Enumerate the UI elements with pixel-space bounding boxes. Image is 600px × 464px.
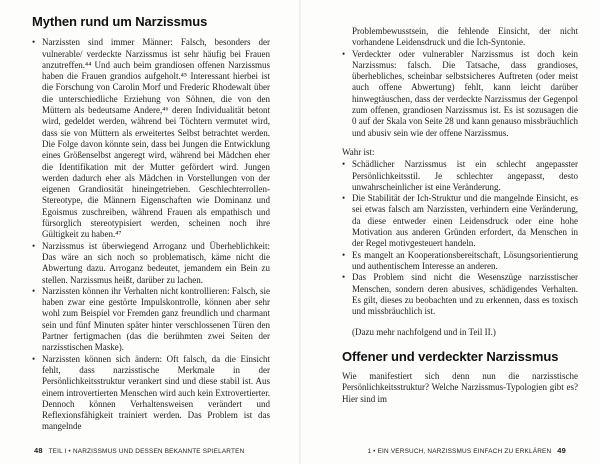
list-item-text: Narzissten können sich ändern: Oft falsch, da die Einsicht fehlt, dass narzisstische Merkmale in der Persönlichkeitsstruktur verankert sind und diese stabil ist. Aus einem introvertierten Menschen wird auch kein Extrovertierter. Dennoch können Verhaltensweisen verändert und Reflexionsfähigkeit trainiert werden. Das Problem ist das mangelnde bbox=[42, 353, 270, 432]
list-item bbox=[342, 159, 578, 193]
list-item bbox=[32, 241, 270, 286]
list-item bbox=[342, 272, 578, 317]
list-item-text: Narzissmus ist überwiegend Arroganz und Überheblichkeit: Das wäre an sich noch so problematisch, käme nicht die Abwertung dazu. Arroganz bedeutet, jemandem ein Bein zu stellen. Narzissmus heißt, darüber zu lachen. bbox=[42, 240, 270, 285]
true-facts-label: Wahr ist: bbox=[342, 146, 375, 157]
list-item-text: Schädlicher Narzissmus ist ein schlecht angepasster Persönlichkeitsstil. Je schlechter angepasst, desto unwahrscheinlicher ist eine Veränderung. bbox=[352, 159, 578, 192]
list-item-text: Narzissten sind immer Männer: Falsch, besonders der vulnerable/ verdeckte Narzissmus ist sehr häufig bei Frauen anzutreffen.⁴⁴ Und auch beim grandiosen offenen Narzissmus haben die Frauen grandios aufgeholt.⁴⁵ Interessant hierbei ist die Forschung von Carolin Morf und Frederic Rhodewalt über die unterschiedliche Erziehung von Söhnen, die von den Müttern als bedeutsame Andere,⁴⁶ deren Individualität betont wird, gedeldet werden, während bei Töchtern vermutet wird, dass sie von Müttern als erweitertes Selbst betrachtet werden. Die Folge davon könnte sein, dass bei Jungen die Entwicklung eines Größenselbst angeregt wird, während bei Mädchen eher die Identifikation mit der Mutter gefördert wird. Jungen werden dadurch eher als Mädchen in Vorstellungen von der eigenen Grandiosität hineingetrieben. Geschlechterrollen-Stereotype, die Männern Eigenschaften wie Dominanz und Egoismus zuschreiben, während Frauen als empathisch und fürsorglich stereotypisiert werden, scheinen noch ihre Gültigkeit zu haben.⁴⁷ bbox=[42, 37, 270, 240]
page-number: 49 bbox=[557, 446, 566, 455]
true-facts-list bbox=[342, 159, 578, 317]
bullet-icon: • bbox=[32, 37, 36, 48]
list-item-text: Verdeckter oder vulnerabler Narzissmus ist doch kein Narzissmus: falsch. Die Tatsache, dass grandioses, überhebliches, scheinbar selbstsicheres Auftreten (oder meist auch offene Abwertung) fehlt, kann leicht darüber hinwegtäuschen, dass der verdeckte Narzissmus der Gegenpol zum offenen, grandiosen Narzissmus ist. Es ist sozusagen die 0 auf der Skala von Seite 28 und kann genauso missbräuchlich und abusiv sein wie der offene Narzissmus. bbox=[352, 48, 578, 138]
list-item-text: Es mangelt an Kooperationsbereitschaft, Lösungsorientierung und authentischem Interesse an anderen. bbox=[352, 249, 578, 271]
body-paragraph: Wie manifestiert sich denn nun die narzisstische Persönlichkeitsstruktur? Welche Narzissmus-Typologien gibt es? Hier sind im bbox=[342, 371, 578, 404]
list-item bbox=[342, 250, 578, 273]
list-item bbox=[32, 286, 270, 354]
page-number: 48 bbox=[34, 446, 43, 455]
bullet-icon: • bbox=[342, 48, 346, 59]
list-item-text: Narzissten können ihr Verhalten nicht kontrollieren: Falsch, sie haben zwar eine gestörte Impulskontrolle, können aber sehr wohl zum Beispiel vor Fremden ganz freundlich und charmant sein und fünf Minuten später hinter verschlossenen Türen den Partner fertigmachen (das die berühmten zwei Seiten der narzisstischen Maske). bbox=[42, 285, 270, 353]
list-item bbox=[342, 49, 578, 139]
list-item bbox=[32, 354, 270, 433]
left-page-footer bbox=[34, 446, 244, 455]
running-header: 1 • EIN VERSUCH, NARZISSMUS EINFACH ZU ERKLÄREN bbox=[367, 448, 552, 455]
list-item-text: Die Stabilität der Ich-Struktur und die mangelnde Einsicht, es sei etwas falsch am Narzissten, verhindern eine Veränderung, da diese entweder einen Leidensdruck oder eine hohe Motivation aus anderen Gründen erfordert, da Menschen in der Regel motivgesteuert handeln. bbox=[352, 193, 578, 249]
bullet-icon: • bbox=[342, 249, 346, 260]
bullet-icon: • bbox=[32, 285, 36, 296]
right-column bbox=[342, 26, 578, 405]
bullet-icon: • bbox=[342, 272, 346, 283]
section-heading-open-covert: Offener und verdeckter Narzissmus bbox=[342, 348, 559, 364]
myths-list bbox=[32, 37, 270, 432]
running-header: TEIL I • NARZISSMUS UND DESSEN BEKANNTE SPIELARTEN bbox=[48, 448, 245, 455]
list-item bbox=[32, 37, 270, 240]
continued-text: Problembewusstsein, die fehlende Einsicht, der nicht vorhandene Leidensdruck und die Ich-Syntonie. bbox=[352, 26, 578, 48]
bullet-icon: • bbox=[342, 159, 346, 170]
cross-reference-note: (Dazu mehr nachfolgend und in Teil II.) bbox=[352, 327, 496, 338]
list-item bbox=[342, 193, 578, 249]
bullet-icon: • bbox=[32, 240, 36, 251]
left-column bbox=[32, 16, 270, 433]
myths-list-continued bbox=[342, 49, 578, 139]
bullet-icon: • bbox=[32, 353, 36, 364]
bullet-icon: • bbox=[342, 193, 346, 204]
list-item-text: Das Problem sind nicht die Wesenszüge narzisstischer Menschen, sondern deren abusives, schädigendes Verhalten. Es gilt, dieses zu beobachten und zu erkennen, dass es toxisch und missbräuchlich ist. bbox=[352, 272, 578, 317]
right-page-footer bbox=[367, 446, 566, 455]
section-heading-myths: Mythen rund um Narzissmus bbox=[32, 14, 208, 29]
